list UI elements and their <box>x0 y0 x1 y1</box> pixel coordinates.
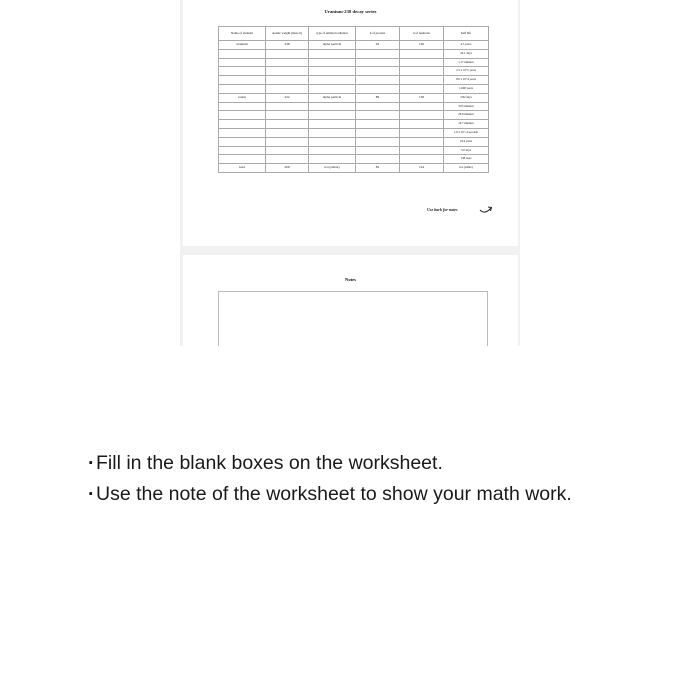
blank-cell <box>400 76 444 85</box>
table-cell: 3.05 minutes <box>444 102 489 111</box>
table-cell: 1.17 minutes <box>444 58 489 67</box>
blank-cell <box>219 155 266 164</box>
table-cell: 4.5 years <box>444 41 489 50</box>
column-header: Name of element <box>219 27 266 41</box>
blank-cell <box>356 58 400 67</box>
table-cell: 138 days <box>444 155 489 164</box>
table-row <box>219 41 489 50</box>
blank-cell <box>400 128 444 137</box>
blank-cell <box>400 111 444 120</box>
table-cell: alpha particle <box>309 93 356 102</box>
table-row <box>219 58 489 67</box>
table-cell: n/a (stable) <box>309 164 356 173</box>
table-cell: 5.0 days <box>444 146 489 155</box>
blank-cell <box>266 84 309 93</box>
blank-cell <box>309 120 356 129</box>
table-row <box>219 49 489 58</box>
table-row <box>219 93 489 102</box>
blank-cell <box>356 155 400 164</box>
column-header: type of emitted radiation <box>309 27 356 41</box>
table-row <box>219 164 489 173</box>
notes-box <box>218 291 488 346</box>
blank-cell <box>266 102 309 111</box>
table-row <box>219 155 489 164</box>
table-cell: uranium <box>219 41 266 50</box>
blank-cell <box>219 49 266 58</box>
table-cell: 82 <box>356 164 400 173</box>
bullet: · <box>88 483 95 505</box>
table-cell: lead <box>219 164 266 173</box>
blank-cell <box>266 155 309 164</box>
worksheet-page <box>183 0 518 246</box>
blank-cell <box>400 120 444 129</box>
blank-cell <box>309 84 356 93</box>
instruction-item <box>88 448 688 479</box>
table-cell: 86 <box>356 93 400 102</box>
table-cell: n/a (stable) <box>444 164 489 173</box>
blank-cell <box>266 111 309 120</box>
table-cell: 124 <box>400 164 444 173</box>
worksheet-title: Uranium-238 decay series <box>324 9 377 14</box>
blank-cell <box>309 102 356 111</box>
table-cell: 1,600 years <box>444 84 489 93</box>
column-header: half life <box>444 27 489 41</box>
blank-cell <box>219 84 266 93</box>
blank-cell <box>219 146 266 155</box>
table-cell: 222 <box>266 93 309 102</box>
curved-arrow-icon <box>479 205 493 215</box>
blank-cell <box>309 146 356 155</box>
table-cell: 92 <box>356 41 400 50</box>
table-cell: 146 <box>400 41 444 50</box>
blank-cell <box>356 120 400 129</box>
blank-cell <box>219 102 266 111</box>
blank-cell <box>309 76 356 85</box>
blank-cell <box>219 76 266 85</box>
table-row <box>219 76 489 85</box>
table-cell: 238 <box>266 41 309 50</box>
instruction-text: Use the note of the worksheet to show your math work. <box>96 483 572 505</box>
blank-cell <box>400 58 444 67</box>
table-row <box>219 67 489 76</box>
notes-title: Notes <box>345 277 356 282</box>
blank-cell <box>266 67 309 76</box>
blank-cell <box>219 67 266 76</box>
blank-cell <box>400 84 444 93</box>
table-cell: 1.6 x 10^-4 seconds <box>444 128 489 137</box>
blank-cell <box>219 58 266 67</box>
column-header: atomic weight (mass #) <box>266 27 309 41</box>
table-cell: 8.0 x 10^4 years <box>444 76 489 85</box>
table-cell: radon <box>219 93 266 102</box>
table-cell: 19.7 minutes <box>444 120 489 129</box>
blank-cell <box>266 76 309 85</box>
blank-cell <box>219 111 266 120</box>
bullet: · <box>88 452 95 474</box>
blank-cell <box>309 58 356 67</box>
table-cell: 3.82 days <box>444 93 489 102</box>
table-cell: 19.4 years <box>444 137 489 146</box>
blank-cell <box>266 49 309 58</box>
blank-cell <box>400 102 444 111</box>
blank-cell <box>356 102 400 111</box>
notes-page <box>183 255 518 346</box>
instructions <box>88 448 688 510</box>
table-row <box>219 111 489 120</box>
blank-cell <box>266 128 309 137</box>
blank-cell <box>356 111 400 120</box>
blank-cell <box>356 137 400 146</box>
column-header: # of protons <box>356 27 400 41</box>
table-header-row <box>219 27 489 41</box>
table-row <box>219 102 489 111</box>
blank-cell <box>266 120 309 129</box>
blank-cell <box>400 67 444 76</box>
table-row <box>219 137 489 146</box>
table-row <box>219 84 489 93</box>
blank-cell <box>356 84 400 93</box>
document-viewer[interactable] <box>180 0 520 346</box>
blank-cell <box>266 146 309 155</box>
instruction-text: Fill in the blank boxes on the worksheet. <box>96 452 443 474</box>
blank-cell <box>400 49 444 58</box>
table-cell: 2.5 x 10^5 years <box>444 67 489 76</box>
blank-cell <box>309 111 356 120</box>
column-header: # of neutrons <box>400 27 444 41</box>
blank-cell <box>309 128 356 137</box>
blank-cell <box>356 146 400 155</box>
instruction-item <box>88 479 688 510</box>
blank-cell <box>356 76 400 85</box>
table-row <box>219 128 489 137</box>
table-row <box>219 146 489 155</box>
blank-cell <box>356 49 400 58</box>
table-cell: alpha particle <box>309 41 356 50</box>
blank-cell <box>356 128 400 137</box>
blank-cell <box>356 67 400 76</box>
table-cell: 206 <box>266 164 309 173</box>
table-row <box>219 120 489 129</box>
blank-cell <box>309 67 356 76</box>
decay-table <box>218 26 489 173</box>
blank-cell <box>309 49 356 58</box>
blank-cell <box>219 137 266 146</box>
blank-cell <box>309 155 356 164</box>
blank-cell <box>266 58 309 67</box>
blank-cell <box>219 128 266 137</box>
table-cell: 26.8 minutes <box>444 111 489 120</box>
blank-cell <box>219 120 266 129</box>
blank-cell <box>400 137 444 146</box>
blank-cell <box>266 137 309 146</box>
blank-cell <box>400 155 444 164</box>
blank-cell <box>309 137 356 146</box>
table-cell: 24.1 days <box>444 49 489 58</box>
blank-cell <box>400 146 444 155</box>
back-note-label: Use back for notes <box>427 207 458 212</box>
table-cell: 136 <box>400 93 444 102</box>
